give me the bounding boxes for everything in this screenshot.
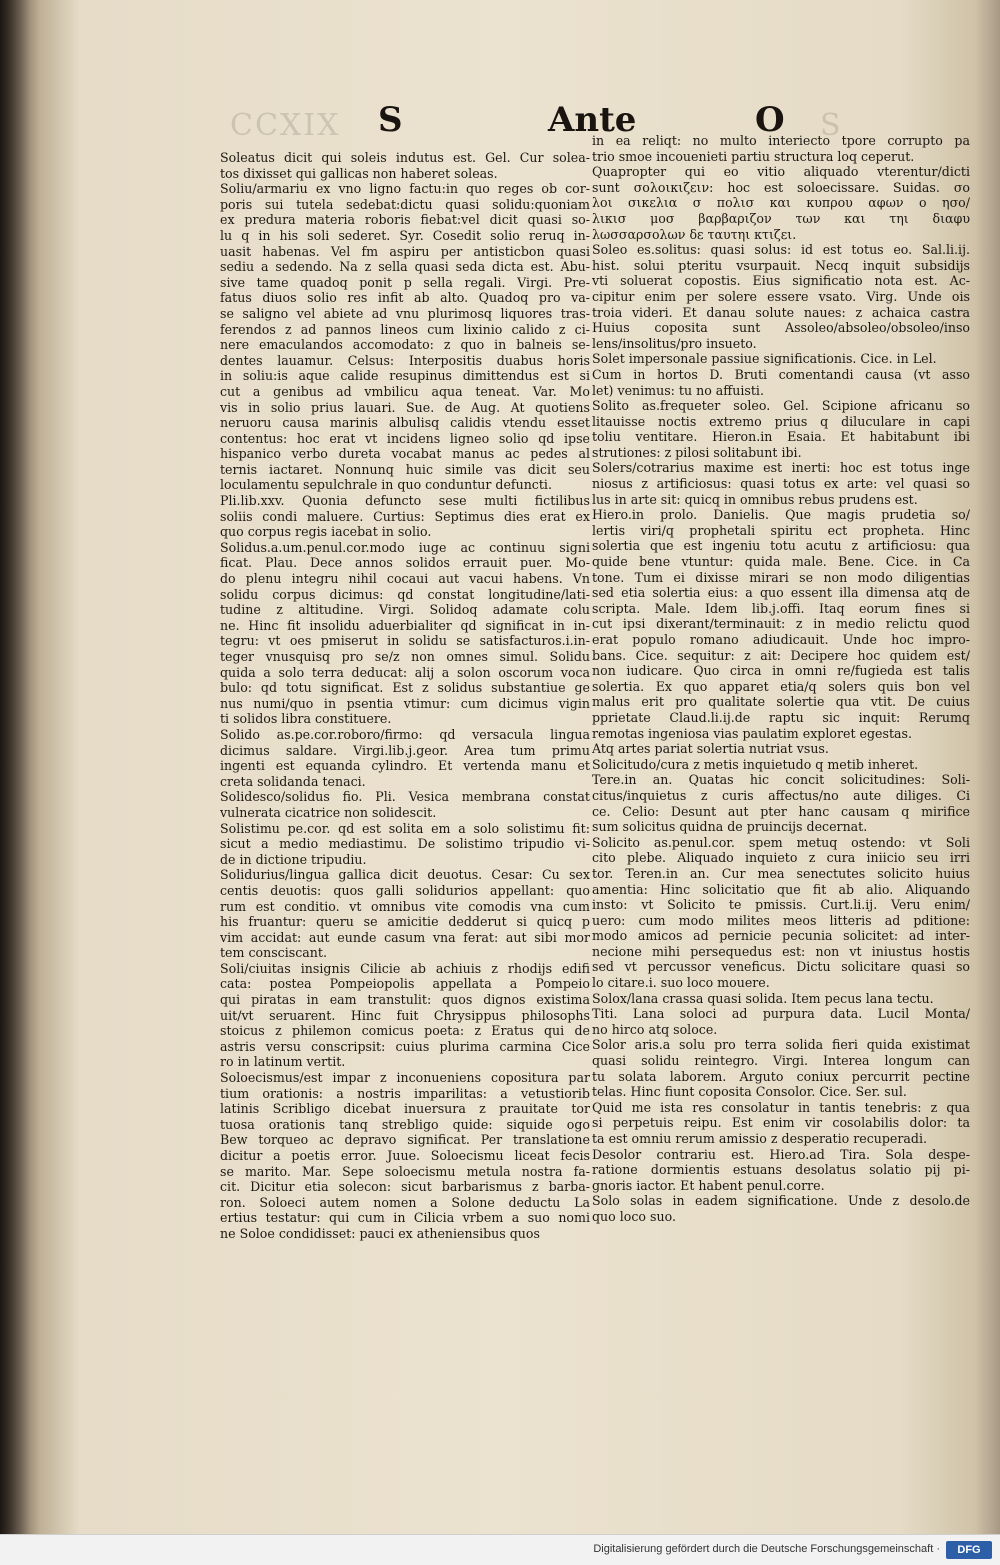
- text-line: remotas ingeniosa vias paulatim exploret egestas.: [592, 725, 912, 741]
- text-line: uasit habenas. Vel fm aspiru per antisticbon quasi: [220, 243, 590, 259]
- text-line: Soloecismus/est impar z inconueniens copositura par: [220, 1070, 590, 1086]
- text-line: Solito as.frequeter soleo. Gel. Scipione africanu so: [592, 398, 970, 414]
- text-line: Solor aris.a solu pro terra solida fieri quida existimat: [592, 1037, 970, 1053]
- text-line: quida a solo terra deducat: alij a solon oscorum voca: [220, 664, 590, 680]
- text-line: Solet impersonale passiue significationis. Cice. in Lel.: [592, 351, 937, 367]
- text-line: ferendos z ad pannos lineos cum lixinio calido z ci-: [220, 321, 590, 337]
- text-line: quo loco suo.: [592, 1208, 676, 1224]
- text-line: niosus z artificiosus: quasi totus ex arte: vel quasi so: [592, 476, 970, 492]
- text-line: let) venimus: tu no affuisti.: [592, 382, 764, 398]
- text-line: fatus diuos solio res infit ab alto. Quadoq pro va-: [220, 290, 590, 306]
- text-line: tone. Tum ei dixisse mirari se non modo diligentias: [592, 569, 970, 585]
- text-line: poris sui tutela sedebat:dictu quasi solidu:quoniam: [220, 196, 590, 212]
- text-line: pprietate Claud.li.ij.de raptu sic inquit: Rerumq: [592, 709, 970, 725]
- text-line: se saligno vel abiete ad vnu plurimosq liquores tras-: [220, 305, 590, 321]
- text-line: sed vt percussor veneficus. Dictu solicitare quasi so: [592, 959, 970, 975]
- text-line: Pli.lib.xxv. Quonia defuncto sese multi fictilibus: [220, 493, 590, 509]
- text-line: Solers/cotrarius maxime est inerti: hoc est totus inge: [592, 460, 970, 476]
- funding-credit: Digitalisierung gefördert durch die Deutsche Forschungsgemeinschaft ·: [593, 1543, 940, 1555]
- text-line: ti solidos libra constituere.: [220, 711, 392, 727]
- text-line: do plenu integru nihil cocaui aut vacui habens. Vn: [220, 571, 590, 587]
- text-line: tuosa orationis tanq strebligo quide: siquide ogo: [220, 1116, 590, 1132]
- text-line: sed etia solertia eius: a quo essent illa dimensa atq de: [592, 585, 970, 601]
- text-line: troia videri. Et danau solute naues: z achaica castra: [592, 304, 970, 320]
- text-line: Huius coposita sunt Assoleo/absoleo/obsoleo/inso: [592, 320, 970, 336]
- text-line: nere emaculandos accomodato: z quo in balneis se-: [220, 337, 590, 353]
- text-line: citus/inquietus z curis affectus/no aute diliges. Ci: [592, 787, 970, 803]
- text-line: ta est omniu rerum amissio z desperatio recuperadi.: [592, 1131, 928, 1146]
- text-line: ingenti est equanda cylindro. Et vertenda manu et: [220, 758, 590, 774]
- text-line: ron. Soloeci autem nomen a Solone deductu La: [220, 1194, 590, 1210]
- text-line: erat populo romano adiudicauit. Unde hoc impro-: [592, 632, 970, 647]
- right-text-column: [592, 133, 970, 1225]
- running-head-center: Ante: [548, 100, 637, 140]
- text-line: tem consciscant.: [220, 945, 327, 961]
- text-line: λικισ μοσ βαρβαριζον των και τηι διαφυ: [592, 210, 970, 226]
- text-line: uit/vt seruarent. Hinc fuit Chrysippus philosophs: [220, 1007, 590, 1023]
- text-line: sediu a sedendo. Na z sella quasi seda dicta est. Abu-: [220, 259, 590, 275]
- text-line: scripta. Male. Idem lib.j.offi. Itaq eorum fines si: [592, 600, 970, 616]
- text-line: modo amicos ad pernicie pecunia solicitet: ad inter-: [592, 928, 970, 944]
- text-line: solidu corpus dicimus: qd constat longitudine/lati-: [220, 586, 590, 602]
- running-head-left: S: [378, 100, 403, 140]
- text-line: λοι σικελια σ πολισ και κυπρου αφων ο ησο/: [592, 195, 970, 211]
- text-line: ce. Celio: Desunt aut pter hanc causam q mirifice: [592, 803, 970, 819]
- text-line: lu q in his soli sederet. Syr. Cosedit solio reruq in-: [220, 227, 590, 243]
- text-line: ne. Hinc fit insolidu aduerbialiter qd significat in in-: [220, 617, 590, 633]
- text-line: quide bene vtuntur: quida male. Bene. Cice. in Ca: [592, 554, 970, 570]
- text-line: sunt σολοικιζειν: hoc est soloecissare. Suidas. σο: [592, 179, 970, 195]
- text-line: Solox/lana crassa quasi solida. Item pecus lana tectu.: [592, 990, 934, 1006]
- text-line: tos dixisset qui gallicas non haberet soleas.: [220, 165, 498, 181]
- text-line: ternis iactaret. Nonnunq huic simile vas dicit seu: [220, 461, 590, 477]
- text-line: cipitur enim per solere essere vsato. Virg. Unde ois: [592, 288, 970, 304]
- text-line: cit. Dicitur etia solecon: sicut barbarismus z barba-: [220, 1179, 590, 1195]
- text-line: Titi. Lana soloci ad purpura data. Lucil Monta/: [592, 1006, 970, 1022]
- text-line: dicitur a poetis error. Juue. Soloecismu liceat fecis: [220, 1148, 590, 1163]
- text-line: Soliu/armariu ex vno ligno factu:in quo reges ob cor-: [220, 181, 590, 197]
- text-line: ertius testatur: qui cum in Cilicia vrbem a suo nomi: [220, 1210, 590, 1226]
- text-line: latinis Scribligo dicebat inuersura z prauitate tor: [220, 1101, 590, 1117]
- text-line: solertia que est ingeniu totu acutu z artificiosu: qua: [592, 538, 970, 554]
- text-line: ex predura materia roboris fiebat:vel dicit quasi so-: [220, 212, 590, 228]
- text-line: quasi solidu reintegro. Virgi. Interea longum can: [592, 1053, 970, 1069]
- binding-shadow: [0, 0, 30, 1565]
- text-line: no hirco atq soloce.: [592, 1021, 718, 1037]
- text-line: Atq artes pariat solertia nutriat vsus.: [592, 741, 829, 757]
- text-line: lertis viri/q prophetali spiritu ect propheta. Hinc: [592, 522, 970, 538]
- text-line: dicimus saldare. Virgi.lib.j.geor. Area tum primu: [220, 742, 590, 758]
- text-line: bulo: qd totu significat. Est z solidus substantiue ge: [220, 680, 590, 696]
- text-line: Solidus.a.um.penul.cor.modo iuge ac continuu signi: [220, 539, 590, 555]
- text-line: Tere.in an. Quatas hic concit solicitudines: Soli-: [592, 772, 970, 788]
- text-line: vis in solio prius lauari. Sue. de Aug. At quotiens: [220, 399, 590, 415]
- text-line: Solicito as.penul.cor. spem metuq ostendo: vt Soli: [592, 834, 970, 850]
- text-line: Solo solas in eadem significatione. Unde z desolo.de: [592, 1193, 970, 1209]
- text-line: tu solata laborem. Arguto coniux percurrit pectine: [592, 1068, 970, 1084]
- text-line: tium orationis: a nostris imparilitas: a vetustiorib: [220, 1085, 590, 1101]
- text-line: dentes lauamur. Celsus: Interpositis duabus horis: [220, 352, 590, 368]
- text-line: uero: cum modo milites meos litteris ad pditione:: [592, 912, 970, 928]
- text-line: Cum in hortos D. Bruti comentandi causa (vt asso: [592, 366, 970, 382]
- text-line: gnoris iactor. Et habent penul.corre.: [592, 1177, 825, 1193]
- text-line: creta solidanda tenaci.: [220, 773, 366, 789]
- text-line: centis deuotis: quos galli solidurios appellant: quo: [220, 882, 590, 898]
- text-line: neruoru causa marinis albulisq calidis vtendu esset: [220, 415, 590, 431]
- text-line: in soliu:is aque calide resupinus dimittendus est si: [220, 368, 590, 384]
- bleed-through-folio: CCXIX: [230, 108, 341, 143]
- text-line: strutiones: z pilosi solitabunt ibi.: [592, 444, 802, 460]
- text-line: Soli/ciuitas insignis Cilicie ab achiuis z rhodijs edifi: [220, 960, 590, 976]
- text-line: ficat. Plau. Dece annos solidos errauit puer. Mo-: [220, 555, 590, 571]
- text-line: cata: postea Pompeiopolis appellata a Pompeio: [220, 976, 590, 992]
- text-line: sum solicitus quidna de pruincijs decernat.: [592, 819, 868, 835]
- text-line: teger vnusquisq pro se/z non omnes simul. Solidu: [220, 649, 590, 664]
- text-line: lo citare.i. suo loco mouere.: [592, 975, 770, 991]
- text-line: Hiero.in prolo. Danielis. Que magis prudetia so/: [592, 507, 970, 523]
- digitization-footer: [0, 1534, 1000, 1565]
- text-line: Soleo es.solitus: quasi solus: id est totus eo. Sal.li.ij.: [592, 242, 970, 258]
- text-line: Solido as.pe.cor.roboro/firmo: qd versacula lingua: [220, 726, 590, 742]
- bleed-through-letter: S: [820, 108, 843, 143]
- text-line: soliis condi maluere. Curtius: Septimus dies erat ex: [220, 508, 590, 524]
- text-line: quo corpus regis iacebat in solio.: [220, 524, 432, 540]
- text-line: cito plebe. Aliquado inquieto z cura iniicio seu irri: [592, 850, 970, 866]
- text-line: lus in arte sit: quicq in omnibus rebus prudens est.: [592, 491, 918, 507]
- text-line: vti soluerat copostis. Eius significatio nota est. Ac-: [592, 273, 970, 289]
- text-line: se marito. Mar. Sepe soloecismu metula nostra fa-: [220, 1163, 590, 1179]
- text-line: in ea reliqt: no multo interiecto tpore corrupto pa: [592, 133, 970, 148]
- text-line: sicut a medio mediastimu. De solistimo tripudio vi-: [220, 836, 590, 852]
- text-line: Quapropter qui eo vitio aliquado vterentur/dicti: [592, 164, 970, 180]
- text-line: vulnerata cicatrice non solidescit.: [220, 804, 437, 820]
- text-line: necione mihi persequedus est: non vt iniustus hostis: [592, 943, 970, 959]
- text-line: stoicus z philemon comicus poeta: z Eratus qui de: [220, 1023, 590, 1039]
- text-line: de in dictione tripudiu.: [220, 851, 367, 867]
- text-line: ne Soloe condidisset: pauci ex atheniensibus quos: [220, 1225, 540, 1241]
- text-line: litauisse noctis extremo prius q diluculare in capi: [592, 413, 970, 429]
- text-line: λωσσαρσολων δε ταυτηι κτιζει.: [592, 226, 797, 242]
- text-line: loculamentu sepulchrale in quo conduntur defuncti.: [220, 477, 552, 493]
- text-line: tegru: vt oes pmiserut in solidu se satisfacturos.i.in-: [220, 633, 590, 649]
- left-text-column: [220, 150, 590, 1242]
- text-line: si perpetuis reipu. Est enim vir cosolabilis dolor: ta: [592, 1115, 970, 1131]
- text-line: bans. Cice. sequitur: z ait: Decipere hoc quidem est/: [592, 647, 970, 663]
- text-line: Desolor contrariu est. Hiero.ad Tira. Sola despe-: [592, 1146, 970, 1162]
- text-line: cut a genibus ad vmbilicu aqua teneat. Var. Mo: [220, 383, 590, 399]
- text-line: non iudicare. Quo circa in omni re/fugieda est talis: [592, 663, 970, 679]
- text-line: telas. Hinc fiunt coposita Consolor. Cice. Ser. sul.: [592, 1084, 907, 1100]
- text-line: sive tame quadoq ponit p sella regali. Virgi. Pre-: [220, 274, 590, 290]
- text-line: toliu ventitare. Hieron.in Esaia. Et habitabunt ibi: [592, 429, 970, 445]
- text-line: amentia: Hinc solicitatio que fit ab alio. Aliquando: [592, 881, 970, 897]
- text-line: hist. solui pteritu vsurpauit. Necq inquit subsidijs: [592, 257, 970, 273]
- text-line: ro in latinum vertit.: [220, 1054, 346, 1070]
- text-line: vim accidat: aut eunde casum vna ferat: aut sibi mor: [220, 929, 590, 945]
- text-line: cut ipsi dixerant/terminauit: z in medio relictu quod: [592, 616, 970, 632]
- text-line: Soleatus dicit qui soleis indutus est. Gel. Cur solea-: [220, 150, 590, 165]
- text-line: insto: vt Solicito te pmissis. Curt.li.ij. Veru enim/: [592, 897, 970, 913]
- text-line: Quid me ista res consolatur in tantis tenebris: z qua: [592, 1099, 970, 1115]
- text-line: trio smoe incouenieti partiu structura loq ceperut.: [592, 148, 915, 164]
- text-line: tor. Teren.in an. Cur mea senectutes solicito huius: [592, 865, 970, 881]
- text-line: qui piratas in eam transtulit: quos dignos existima: [220, 992, 590, 1008]
- text-line: tudine z altitudine. Virgi. Solidoq adamate colu: [220, 602, 590, 618]
- text-line: contentus: hoc erat vt incidens ligneo solio qd ipse: [220, 430, 590, 446]
- text-line: rum est conditio. vt omnibus vite comodis vna cum: [220, 898, 590, 914]
- text-line: Bew torqueo ac depravo significat. Per translatione: [220, 1132, 590, 1148]
- text-line: his fruantur: queru se amicitie dedderut si quicq p: [220, 914, 590, 930]
- text-line: astris versu conscripsit: cuius plurima carmina Cice: [220, 1038, 590, 1054]
- text-line: solertia. Ex quo apparet etia/q solers quis bon vel: [592, 678, 970, 694]
- text-line: Solistimu pe.cor. qd est solita em a solo solistimu fit:: [220, 820, 590, 836]
- text-line: lens/insolitus/pro insueto.: [592, 335, 757, 351]
- text-line: hispanico verbo dureta vocabat manus ac pedes al: [220, 446, 590, 462]
- text-line: Solicitudo/cura z metis inquietudo q metib inheret.: [592, 756, 919, 772]
- dfg-logo: DFG: [946, 1541, 992, 1559]
- text-line: Solidesco/solidus fio. Pli. Vesica membrana constat: [220, 789, 590, 805]
- running-head-right: O: [755, 100, 785, 140]
- text-line: malus erit pro qualitate solertie qua vtit. De cuius: [592, 694, 970, 710]
- text-line: ratione dormientis estuans desolatus solatio pij pi-: [592, 1162, 970, 1178]
- text-line: nus numi/quo in psentia vtimur: cum dicimus vigin: [220, 695, 590, 711]
- text-line: Solidurius/lingua gallica dicit deuotus. Cesar: Cu sex: [220, 867, 590, 883]
